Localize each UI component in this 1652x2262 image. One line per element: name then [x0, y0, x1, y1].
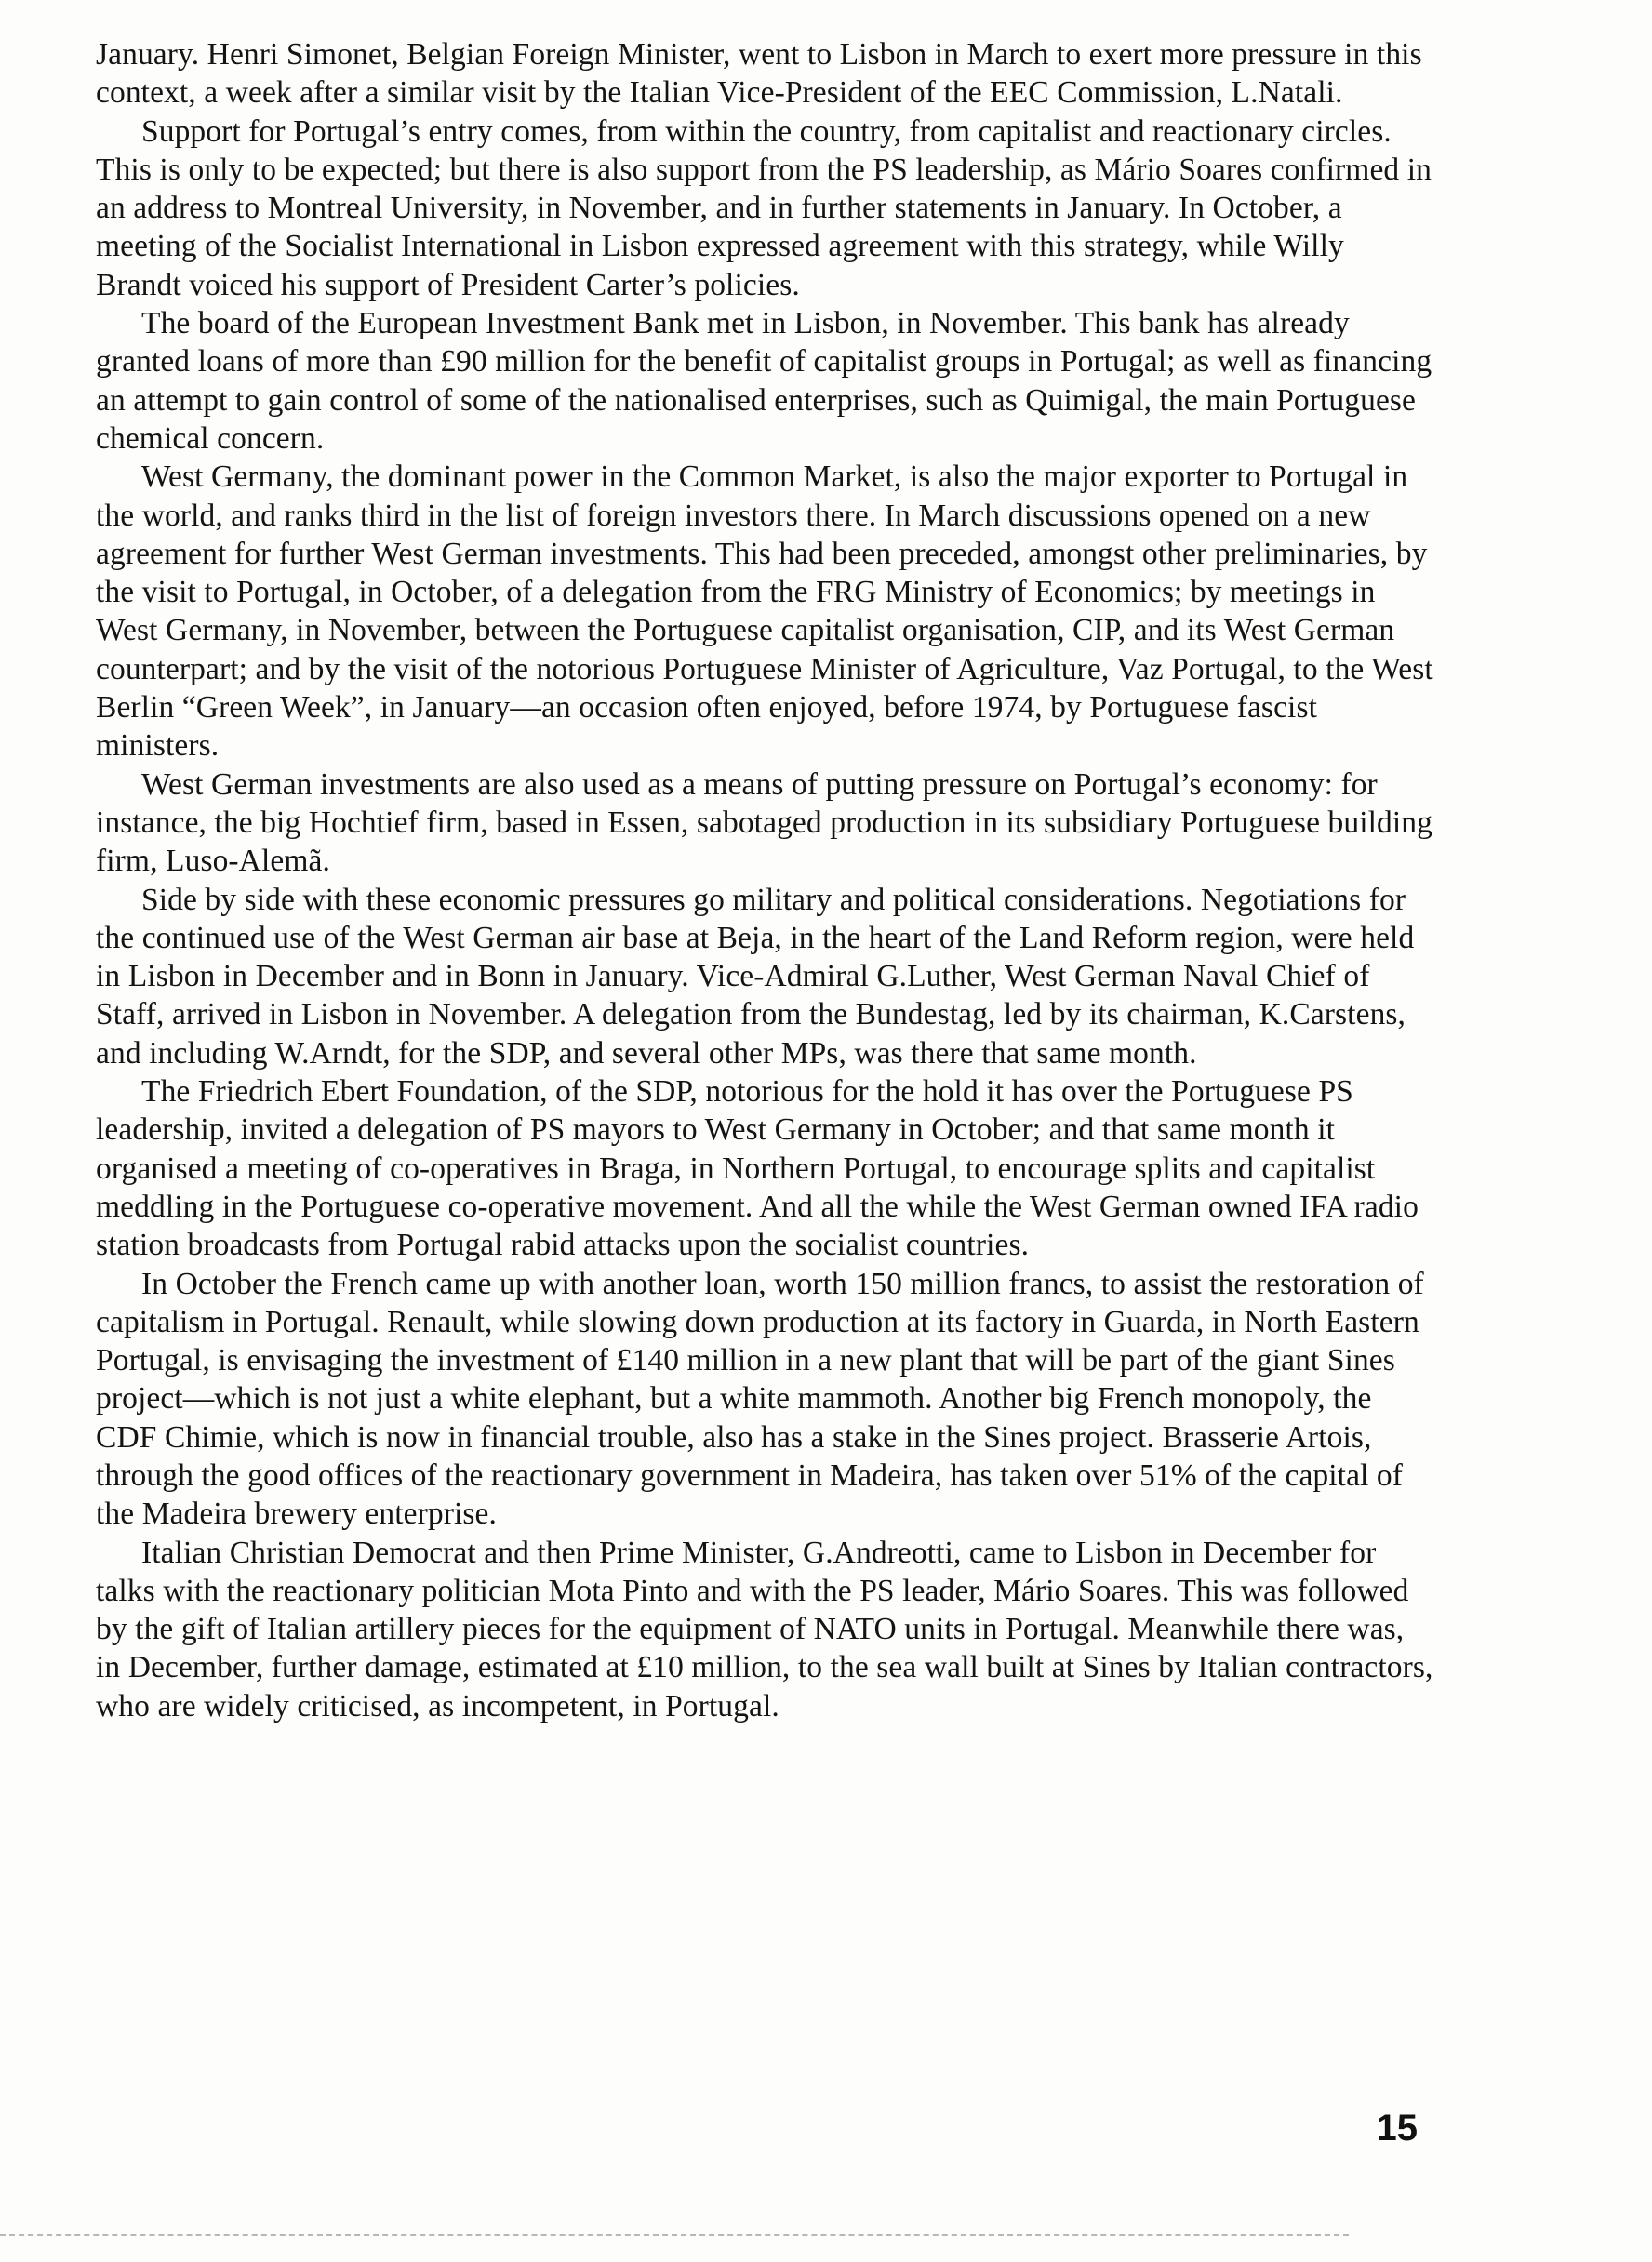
scan-edge-line	[0, 2234, 1349, 2236]
paragraph-8: In October the French came up with another loan, worth 150 million francs, to assist the restoration of capitalism in Portugal. Renault, while slowing down production at its factory in Guarda, in North Eastern Portugal, is envisaging the investment of £140 million in a new plant that will be part of the giant Sines project—which is not just a white elephant, but a white mammoth. Another big French monopoly, the CDF Chimie, which is now in financial trouble, also has a stake in the Sines project. Brasserie Artois, through the good offices of the reactionary government in Madeira, has taken over 51% of the capital of the Madeira brewery enterprise.	[96, 1266, 1424, 1532]
paragraph-5: West German investments are also used as a means of putting pressure on Portugal’s economy: for instance, the big Hochtief firm, based in Essen, sabotaged production in its subsidiary Portuguese building firm, Luso-Alemã.	[96, 766, 1432, 879]
paragraph-1: January. Henri Simonet, Belgian Foreign Minister, went to Lisbon in March to exert more pressure in this context, a week after a similar visit by the Italian Vice-President of the EEC Commission, L.Natali.	[96, 37, 1422, 111]
paragraph-4: West Germany, the dominant power in the Common Market, is also the major exporter to Portugal in the world, and ranks third in the list of foreign investors there. In March discussions opened on a new agreement for further West German investments. This had been preceded, amongst other preliminaries, by the visit to Portugal, in October, of a delegation from the FRG Ministry of Economics; by meetings in West Germany, in November, between the Portuguese capitalist organisation, CIP, and its West German counterpart; and by the visit of the notorious Portuguese Minister of Agriculture, Vaz Portugal, to the West Berlin “Green Week”, in January—an occasion often enjoyed, before 1974, by Portuguese fascist ministers.	[96, 459, 1433, 764]
paragraph-6: Side by side with these economic pressures go military and political considerations. Negotiations for the continued use of the West German air base at Beja, in the heart of the Land Reform region, were held in Lisbon in December and in Bonn in January. Vice-Admiral G.Luther, West German Naval Chief of Staff, arrived in Lisbon in November. A delegation from the Bundestag, led by its chairman, K.Carstens, and including W.Arndt, for the SDP, and several other MPs, was there that same month.	[96, 882, 1415, 1071]
paragraph-2: Support for Portugal’s entry comes, from within the country, from capitalist and reactionary circles. This is only to be expected; but there is also support from the PS leadership, as Mário Soares confirmed in an address to Montreal University, in November, and in further statements in January. In October, a meeting of the Socialist International in Lisbon expressed agreement with this strategy, while Willy Brandt voiced his support of President Carter’s policies.	[96, 113, 1432, 302]
page-number: 15	[1376, 2108, 1418, 2149]
paragraph-9: Italian Christian Democrat and then Prime Minister, G.Andreotti, came to Lisbon in December for talks with the reactionary politician Mota Pinto and with the PS leader, Mário Soares. This was followed by the gift of Italian artillery pieces for the equipment of NATO units in Portugal. Meanwhile there was, in December, further damage, estimated at £10 million, to the sea wall built at Sines by Italian contractors, who are widely criticised, as incompetent, in Portugal.	[96, 1535, 1433, 1723]
paragraph-7: The Friedrich Ebert Foundation, of the SDP, notorious for the hold it has over the Portuguese PS leadership, invited a delegation of PS mayors to West Germany in October; and that same month it organised a meeting of co-operatives in Braga, in Northern Portugal, to encourage splits and capitalist meddling in the Portuguese co-operative movement. And all the while the West German owned IFA radio station broadcasts from Portugal rabid attacks upon the socialist countries.	[96, 1074, 1419, 1263]
paragraph-3: The board of the European Investment Bank met in Lisbon, in November. This bank has already granted loans of more than £90 million for the benefit of capitalist groups in Portugal; as well as financing an attempt to gain control of some of the nationalised enterprises, such as Quimigal, the main Portuguese chemical concern.	[96, 306, 1432, 456]
body-text	[96, 35, 1435, 1725]
